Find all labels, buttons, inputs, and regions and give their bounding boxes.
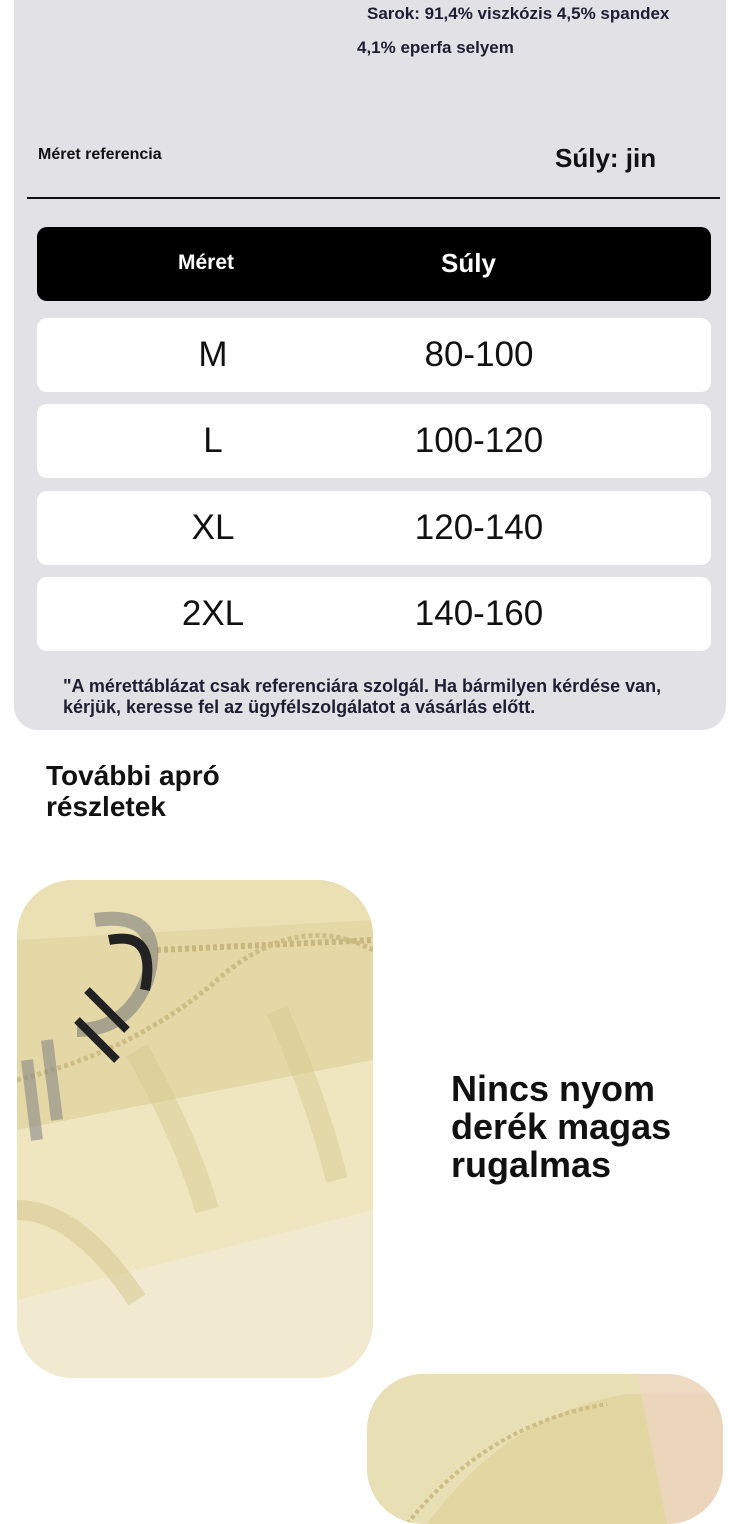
weight-unit-label: Súly: jin — [555, 143, 657, 173]
material-composition-line-2: 4,1% eperfa selyem — [357, 38, 514, 57]
weight-cell: 140-160 — [414, 594, 544, 633]
size-row — [37, 577, 711, 651]
weight-cell: 80-100 — [424, 335, 534, 374]
waistband-detail-photo — [17, 880, 373, 1378]
fabric-detail-photo — [367, 1374, 723, 1524]
material-composition-line-1: Sarok: 91,4% viszkózis 4,5% spandex — [367, 4, 670, 23]
header-weight: Súly — [441, 248, 496, 278]
size-cell: 2XL — [181, 594, 245, 633]
size-cell: M — [198, 335, 228, 374]
size-chart-note: "A mérettáblázat csak referenciára szolgál. Ha bármilyen kérdése van, kérjük, keresse fel az ügyfélszolgálatot a vásárlás előtt. — [63, 676, 662, 717]
size-reference-label: Méret referencia — [38, 146, 162, 163]
header-size: Méret — [178, 251, 235, 274]
size-row — [37, 404, 711, 478]
size-cell: XL — [191, 508, 235, 547]
weight-cell: 120-140 — [414, 508, 544, 547]
details-section-title: További apró részletek — [46, 760, 220, 822]
size-row — [37, 491, 711, 565]
divider — [27, 197, 720, 199]
size-cell: L — [203, 421, 223, 460]
size-row — [37, 318, 711, 392]
weight-cell: 100-120 — [414, 421, 544, 460]
feature-description: Nincs nyom derék magas rugalmas — [451, 1068, 672, 1185]
size-table-header — [37, 227, 711, 301]
